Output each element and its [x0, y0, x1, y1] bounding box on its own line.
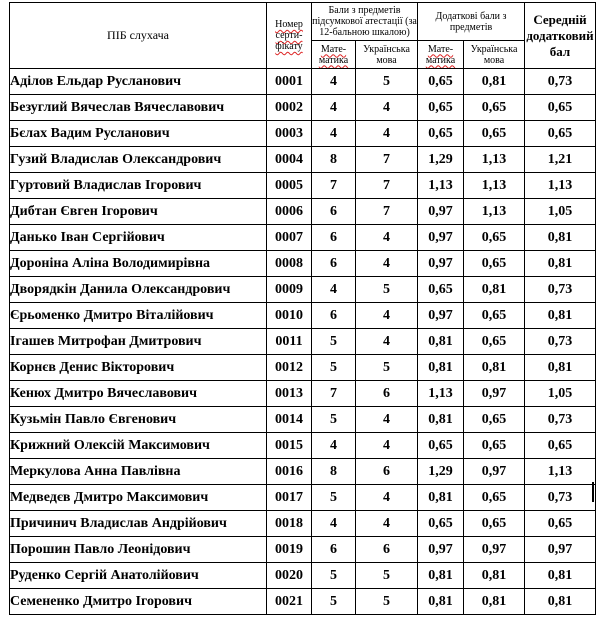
table-row [10, 147, 596, 173]
ukr-score: 4 [356, 303, 418, 329]
cert-number: 0019 [267, 537, 312, 563]
cert-number: 0002 [267, 95, 312, 121]
math-score: 5 [312, 589, 356, 615]
cert-number: 0011 [267, 329, 312, 355]
avg-extra: 0,81 [525, 303, 596, 329]
extra-math: 0,81 [418, 563, 464, 589]
student-name: Крижний Олексій Максимович [10, 433, 267, 459]
extra-ukr: 0,65 [464, 433, 525, 459]
extra-math: 1,13 [418, 173, 464, 199]
table-row [10, 251, 596, 277]
avg-extra: 0,65 [525, 433, 596, 459]
header-scores-group: Бали з предметів підсумкової атестації (за 12-бальною шкалою) [312, 3, 418, 41]
text-cursor [592, 482, 594, 502]
results-table [9, 2, 596, 615]
math-score: 6 [312, 537, 356, 563]
extra-math: 0,81 [418, 589, 464, 615]
math-score: 4 [312, 69, 356, 95]
avg-extra: 0,65 [525, 511, 596, 537]
extra-ukr: 1,13 [464, 173, 525, 199]
cert-number: 0014 [267, 407, 312, 433]
ukr-score: 6 [356, 459, 418, 485]
extra-ukr: 0,81 [464, 589, 525, 615]
math-score: 5 [312, 485, 356, 511]
table-row [10, 69, 596, 95]
avg-extra: 0,97 [525, 537, 596, 563]
student-name: Бєлах Вадим Русланович [10, 121, 267, 147]
ukr-score: 4 [356, 121, 418, 147]
student-name: Ігашев Митрофан Дмитрович [10, 329, 267, 355]
ukr-score: 7 [356, 199, 418, 225]
header-name: ПІБ слухача [10, 3, 267, 69]
extra-math: 0,65 [418, 511, 464, 537]
avg-extra: 1,05 [525, 199, 596, 225]
ukr-score: 7 [356, 173, 418, 199]
student-name: Семененко Дмитро Ігорович [10, 589, 267, 615]
cert-number: 0001 [267, 69, 312, 95]
extra-ukr: 0,65 [464, 485, 525, 511]
cert-number: 0006 [267, 199, 312, 225]
avg-extra: 0,65 [525, 121, 596, 147]
math-score: 4 [312, 433, 356, 459]
ukr-score: 6 [356, 381, 418, 407]
cert-number: 0009 [267, 277, 312, 303]
cert-number: 0008 [267, 251, 312, 277]
table-row [10, 95, 596, 121]
extra-ukr: 0,65 [464, 251, 525, 277]
extra-math: 0,65 [418, 95, 464, 121]
avg-extra: 0,73 [525, 277, 596, 303]
table-row [10, 381, 596, 407]
ukr-score: 5 [356, 563, 418, 589]
table-row [10, 225, 596, 251]
extra-ukr: 0,65 [464, 407, 525, 433]
table-row [10, 485, 596, 511]
header-extra-ukr: Українська мова [464, 41, 525, 69]
student-name: Безуглий Вячеслав Вячеславович [10, 95, 267, 121]
ukr-score: 5 [356, 355, 418, 381]
student-name: Причинич Владислав Андрійович [10, 511, 267, 537]
cert-number: 0013 [267, 381, 312, 407]
extra-math: 0,65 [418, 69, 464, 95]
avg-extra: 0,81 [525, 225, 596, 251]
cert-number: 0012 [267, 355, 312, 381]
student-name: Медведєв Дмитро Максимович [10, 485, 267, 511]
extra-ukr: 0,81 [464, 69, 525, 95]
avg-extra: 1,21 [525, 147, 596, 173]
table-row [10, 355, 596, 381]
student-name: Кузьмін Павло Євгенович [10, 407, 267, 433]
extra-ukr: 0,97 [464, 537, 525, 563]
extra-ukr: 0,97 [464, 381, 525, 407]
math-score: 7 [312, 381, 356, 407]
table-row [10, 433, 596, 459]
cert-number: 0007 [267, 225, 312, 251]
table-row [10, 537, 596, 563]
extra-ukr: 0,81 [464, 563, 525, 589]
extra-ukr: 0,65 [464, 121, 525, 147]
cert-number: 0004 [267, 147, 312, 173]
cert-number: 0018 [267, 511, 312, 537]
extra-ukr: 0,65 [464, 303, 525, 329]
student-name: Руденко Сергій Анатолійович [10, 563, 267, 589]
extra-math: 0,81 [418, 407, 464, 433]
extra-math: 0,97 [418, 303, 464, 329]
student-name: Данько Іван Сергійович [10, 225, 267, 251]
extra-math: 0,65 [418, 277, 464, 303]
avg-extra: 0,73 [525, 329, 596, 355]
extra-math: 1,29 [418, 147, 464, 173]
student-name: Гуртовий Владислав Ігорович [10, 173, 267, 199]
math-score: 5 [312, 329, 356, 355]
avg-extra: 1,05 [525, 381, 596, 407]
student-name: Аділов Ельдар Русланович [10, 69, 267, 95]
table-row [10, 459, 596, 485]
table-row [10, 199, 596, 225]
extra-math: 0,97 [418, 199, 464, 225]
math-score: 8 [312, 147, 356, 173]
extra-math: 1,29 [418, 459, 464, 485]
math-score: 4 [312, 121, 356, 147]
ukr-score: 5 [356, 277, 418, 303]
cert-number: 0015 [267, 433, 312, 459]
math-score: 8 [312, 459, 356, 485]
student-name: Дворядкін Данила Олександрович [10, 277, 267, 303]
math-score: 6 [312, 251, 356, 277]
avg-extra: 0,81 [525, 355, 596, 381]
math-score: 5 [312, 563, 356, 589]
ukr-score: 4 [356, 95, 418, 121]
avg-extra: 0,73 [525, 485, 596, 511]
extra-ukr: 0,81 [464, 355, 525, 381]
table-row [10, 277, 596, 303]
student-name: Меркулова Анна Павлівна [10, 459, 267, 485]
table-row [10, 303, 596, 329]
extra-math: 1,13 [418, 381, 464, 407]
extra-math: 0,81 [418, 485, 464, 511]
avg-extra: 1,13 [525, 459, 596, 485]
extra-math: 0,81 [418, 329, 464, 355]
math-score: 6 [312, 303, 356, 329]
avg-extra: 0,81 [525, 251, 596, 277]
extra-math: 0,65 [418, 121, 464, 147]
ukr-score: 4 [356, 329, 418, 355]
ukr-score: 4 [356, 433, 418, 459]
math-score: 5 [312, 355, 356, 381]
math-score: 4 [312, 277, 356, 303]
avg-extra: 0,81 [525, 589, 596, 615]
ukr-score: 5 [356, 589, 418, 615]
extra-ukr: 0,65 [464, 95, 525, 121]
table-row [10, 589, 596, 615]
extra-math: 0,97 [418, 537, 464, 563]
extra-math: 0,65 [418, 433, 464, 459]
ukr-score: 7 [356, 147, 418, 173]
cert-number: 0017 [267, 485, 312, 511]
table-row [10, 173, 596, 199]
header-ukr: Українська мова [356, 41, 418, 69]
extra-math: 0,81 [418, 355, 464, 381]
cert-number: 0020 [267, 563, 312, 589]
ukr-score: 4 [356, 485, 418, 511]
table-row [10, 407, 596, 433]
math-score: 4 [312, 95, 356, 121]
math-score: 4 [312, 511, 356, 537]
extra-ukr: 0,65 [464, 329, 525, 355]
student-name: Корнєв Денис Вікторович [10, 355, 267, 381]
table-row [10, 511, 596, 537]
student-name: Гузий Владислав Олександрович [10, 147, 267, 173]
header-math: Мате-матика [312, 41, 356, 69]
math-score: 7 [312, 173, 356, 199]
avg-extra: 0,65 [525, 95, 596, 121]
cert-number: 0005 [267, 173, 312, 199]
math-score: 6 [312, 225, 356, 251]
avg-extra: 0,81 [525, 563, 596, 589]
avg-extra: 0,73 [525, 69, 596, 95]
ukr-score: 4 [356, 511, 418, 537]
extra-ukr: 1,13 [464, 147, 525, 173]
header-cert: Номер серти-фікату [267, 3, 312, 69]
student-name: Кенюх Дмитро Вячеславович [10, 381, 267, 407]
header-extra-math: Мате-матика [418, 41, 464, 69]
cert-number: 0003 [267, 121, 312, 147]
extra-ukr: 0,65 [464, 225, 525, 251]
ukr-score: 6 [356, 537, 418, 563]
table-row [10, 121, 596, 147]
extra-math: 0,97 [418, 225, 464, 251]
student-name: Дибтан Євген Ігорович [10, 199, 267, 225]
extra-ukr: 1,13 [464, 199, 525, 225]
student-name: Єрьоменко Дмитро Віталійович [10, 303, 267, 329]
extra-math: 0,97 [418, 251, 464, 277]
avg-extra: 1,13 [525, 173, 596, 199]
cert-number: 0021 [267, 589, 312, 615]
cert-number: 0016 [267, 459, 312, 485]
extra-ukr: 0,97 [464, 459, 525, 485]
ukr-score: 4 [356, 225, 418, 251]
table-row [10, 563, 596, 589]
ukr-score: 4 [356, 407, 418, 433]
extra-ukr: 0,81 [464, 277, 525, 303]
table-row [10, 329, 596, 355]
math-score: 5 [312, 407, 356, 433]
ukr-score: 4 [356, 251, 418, 277]
avg-extra: 0,73 [525, 407, 596, 433]
cert-number: 0010 [267, 303, 312, 329]
header-extra-group: Додаткові бали з предметів [418, 3, 525, 41]
ukr-score: 5 [356, 69, 418, 95]
extra-ukr: 0,65 [464, 511, 525, 537]
math-score: 6 [312, 199, 356, 225]
header-avg: Середній додатковий бал [525, 3, 596, 69]
student-name: Порошин Павло Леонідович [10, 537, 267, 563]
student-name: Дороніна Аліна Володимирівна [10, 251, 267, 277]
